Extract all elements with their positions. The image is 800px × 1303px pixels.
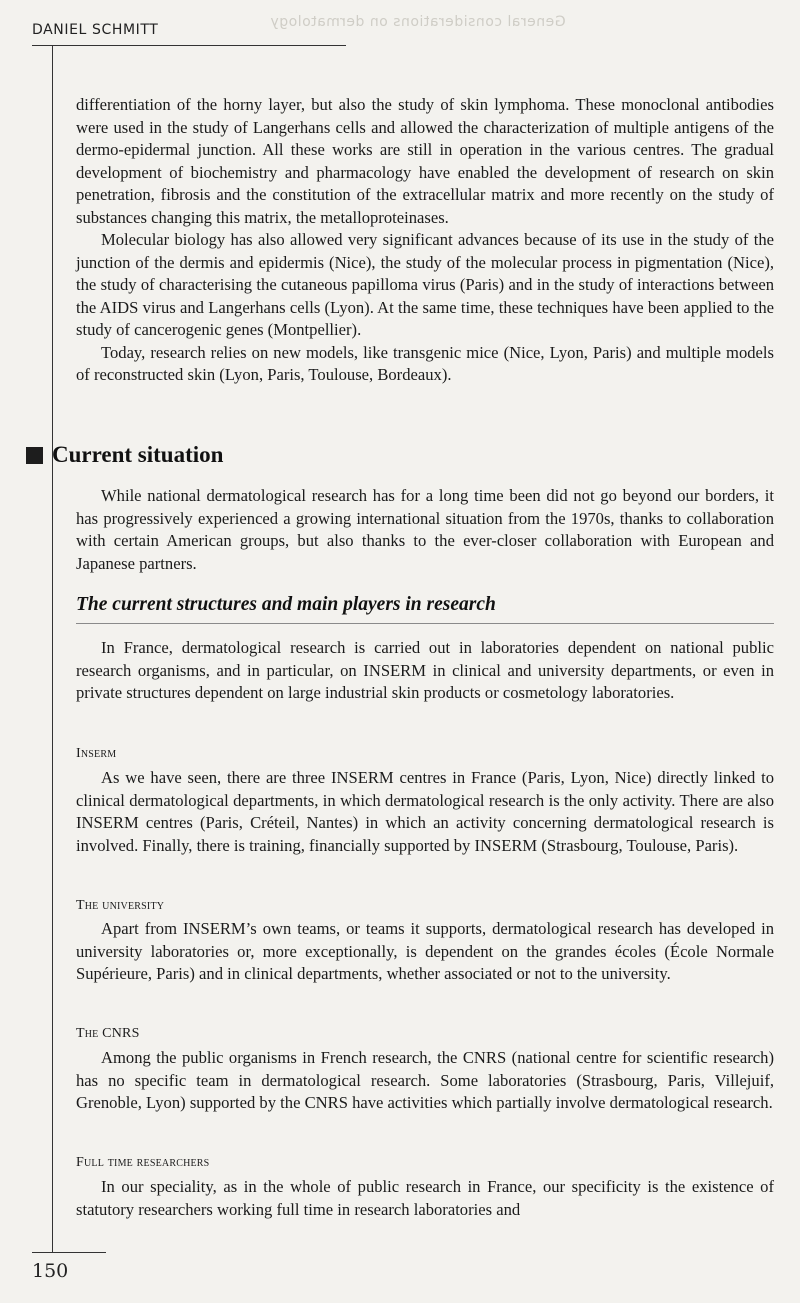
intro-paragraph-1: differentiation of the horny layer, but also the study of skin lymphoma. These monoclonal antibodies were used in the study of Langerhans cells and allowed the characterization of multiple antigens of the dermo-epidermal junction. All these works are still in operation in the various centres. The gradual development of biochemistry and pharmacology have enabled the development of research on skin penetration, fibrosis and the constitution of the extracellular matrix and more recently on the study of substances changing this matrix, the metalloproteinases.	[76, 95, 774, 227]
researchers-label: Full time researchers	[76, 1155, 210, 1170]
researchers-body	[76, 1176, 774, 1221]
inserm-body	[76, 767, 774, 857]
cnrs-body	[76, 1047, 774, 1115]
inserm-paragraph: As we have seen, there are three INSERM centres in France (Paris, Lyon, Nice) directly linked to clinical dermatological departments, in which dermatological research is the only activity. There are also INSERM centres (Paris, Créteil, Nantes) in which an activity concerning dermatological research is involved. Finally, there is training, financially supported by INSERM (Strasbourg, Toulouse, Paris).	[76, 768, 774, 855]
bleed-through-text: General considerations on dermatology	[270, 14, 566, 30]
section-body	[76, 485, 774, 575]
cnrs-label: The CNRS	[76, 1026, 140, 1041]
running-head: DANIEL SCHMITT	[32, 22, 159, 38]
margin-rule	[52, 46, 53, 1252]
researchers-paragraph: In our speciality, as in the whole of public research in France, our specificity is the existence of statutory researchers working full time in research laboratories and	[76, 1177, 774, 1219]
university-paragraph: Apart from INSERM’s own teams, or teams it supports, dermatological research has developed in university laboratories or, more exceptionally, is dependent on the grandes écoles (École Normale Supérieure, Paris) and in clinical departments, whether associated or not to the university.	[76, 919, 774, 983]
section-paragraph: While national dermatological research has for a long time been did not go beyond our borders, it has progressively experienced a growing international situation from the 1970s, thanks to collaboration with certain American groups, but also thanks to the ever-closer collaboration with European and Japanese partners.	[76, 486, 774, 573]
university-body	[76, 918, 774, 986]
university-label: The university	[76, 898, 165, 913]
cnrs-paragraph: Among the public organisms in French research, the CNRS (national centre for scientific research) has no specific team in dermatological research. Some laboratories (Strasbourg, Paris, Villejuif, Grenoble, Lyon) supported by the CNRS have activities which partially involve dermatological research.	[76, 1048, 774, 1112]
section-heading	[26, 442, 223, 468]
section-title: Current situation	[52, 442, 224, 467]
subsection-paragraph: In France, dermatological research is carried out in laboratories dependent on national public research organisms, and in particular, on INSERM in clinical and university departments, or even in private structures dependent on large industrial skin products or cosmetology laboratories.	[76, 638, 774, 702]
intro-paragraph-3: Today, research relies on new models, like transgenic mice (Nice, Lyon, Paris) and multiple models of reconstructed skin (Lyon, Paris, Toulouse, Bordeaux).	[76, 342, 774, 384]
page-number: 150	[32, 1260, 69, 1282]
intro-paragraph-2: Molecular biology has also allowed very significant advances because of its use in the study of the junction of the dermis and epidermis (Nice), the study of the molecular process in pigmentation (Nice), the study of characterising the cutaneous papilloma virus (Paris) and in the study of interactions between the AIDS virus and Langerhans cells (Lyon). At the same time, these techniques have been applied to the study of cancerogenic genes (Montpellier).	[76, 230, 774, 339]
square-bullet-icon	[26, 447, 43, 464]
subsection-rule	[76, 623, 774, 624]
subsection-title: The current structures and main players in research	[76, 594, 496, 615]
intro-text	[76, 94, 774, 387]
subsection-body	[76, 637, 774, 705]
inserm-label: Inserm	[76, 746, 117, 761]
header-rule	[32, 45, 346, 46]
footer-rule	[32, 1252, 106, 1253]
